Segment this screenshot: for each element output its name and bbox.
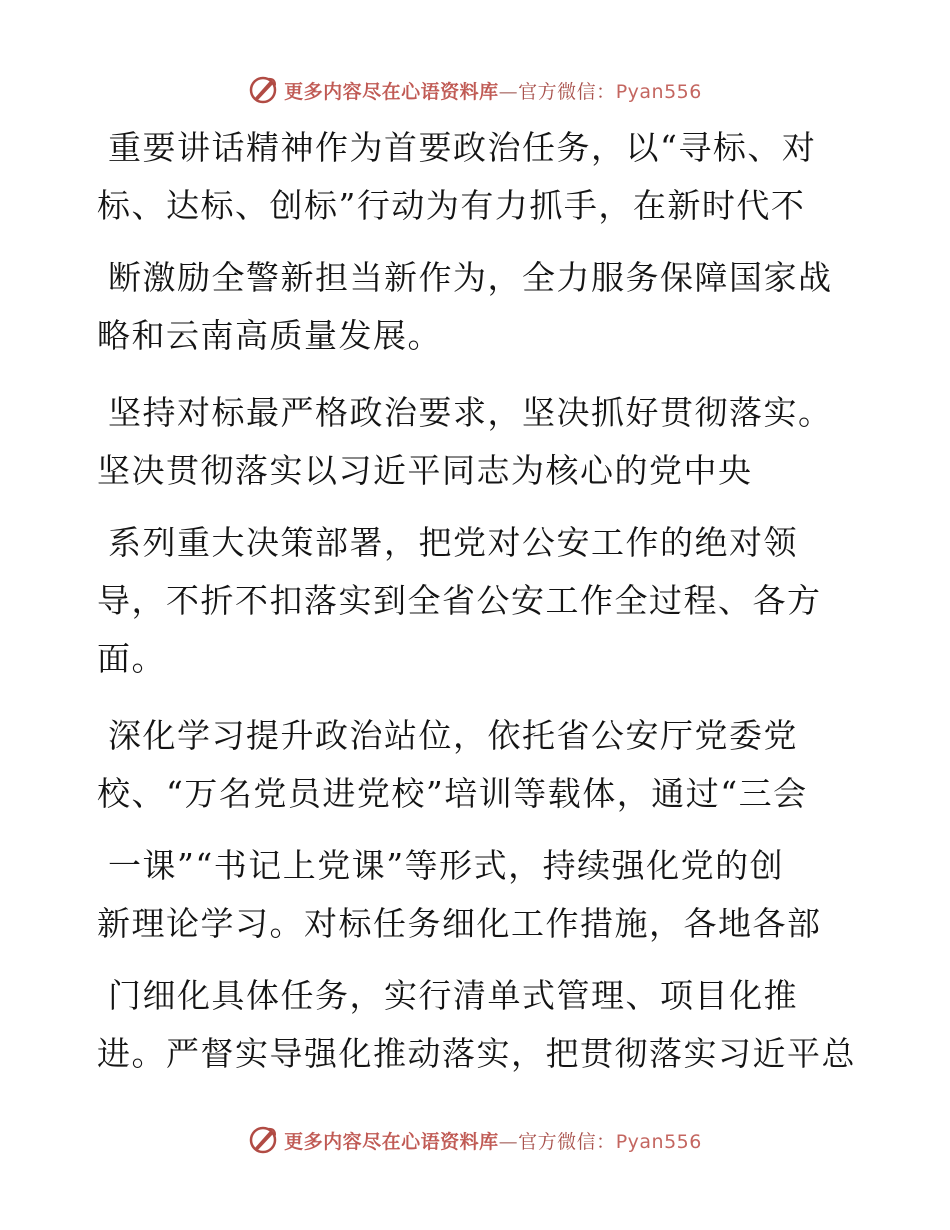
watermark-wechat-label: 官方微信： <box>518 1130 616 1153</box>
body-line: 导，不折不扣落实到全省公安工作全过程、各方 <box>97 581 822 620</box>
watermark-text <box>284 1127 702 1154</box>
body-line: 略和云南高质量发展。 <box>97 316 442 355</box>
body-line: 坚决贯彻落实以习近平同志为核心的党中央 <box>97 451 753 490</box>
watermark-text <box>284 77 702 104</box>
header-watermark <box>0 70 950 110</box>
watermark-wechat-id: Pyan556 <box>615 1130 702 1153</box>
body-line: 新理论学习。对标任务细化工作措施，各地各部 <box>97 904 822 943</box>
watermark-wechat-label: 官方微信： <box>518 80 616 103</box>
quill-pen-icon <box>248 75 278 105</box>
watermark-wechat-id: Pyan556 <box>615 80 702 103</box>
body-line: 面。 <box>97 639 166 678</box>
body-line: 断激励全警新担当新作为，全力服务保障国家战 <box>108 258 833 297</box>
watermark-brand: 更多内容尽在心语资料库 <box>284 1130 499 1153</box>
body-line: 校、“万名党员进党校”培训等载体，通过“三会 <box>97 774 808 813</box>
body-line: 坚持对标最严格政治要求，坚决抓好贯彻落实。 <box>108 393 833 432</box>
body-line: 标、达标、创标”行动为有力抓手，在新时代不 <box>97 186 806 225</box>
body-line: 重要讲话精神作为首要政治任务，以“寻标、对 <box>108 128 817 167</box>
body-line: 深化学习提升政治站位，依托省公安厅党委党 <box>108 716 798 755</box>
body-line: 系列重大决策部署，把党对公安工作的绝对领 <box>108 523 798 562</box>
footer-watermark <box>0 1120 950 1160</box>
quill-pen-icon <box>248 1125 278 1155</box>
watermark-separator: — <box>498 1130 519 1153</box>
body-line: 进。严督实导强化推动落实，把贯彻落实习近平总 <box>97 1034 856 1073</box>
body-line: 门细化具体任务，实行清单式管理、项目化推 <box>108 976 798 1015</box>
watermark-brand: 更多内容尽在心语资料库 <box>284 80 499 103</box>
body-line: 一课”“书记上党课”等形式，持续强化党的创 <box>108 846 785 885</box>
watermark-separator: — <box>498 80 519 103</box>
